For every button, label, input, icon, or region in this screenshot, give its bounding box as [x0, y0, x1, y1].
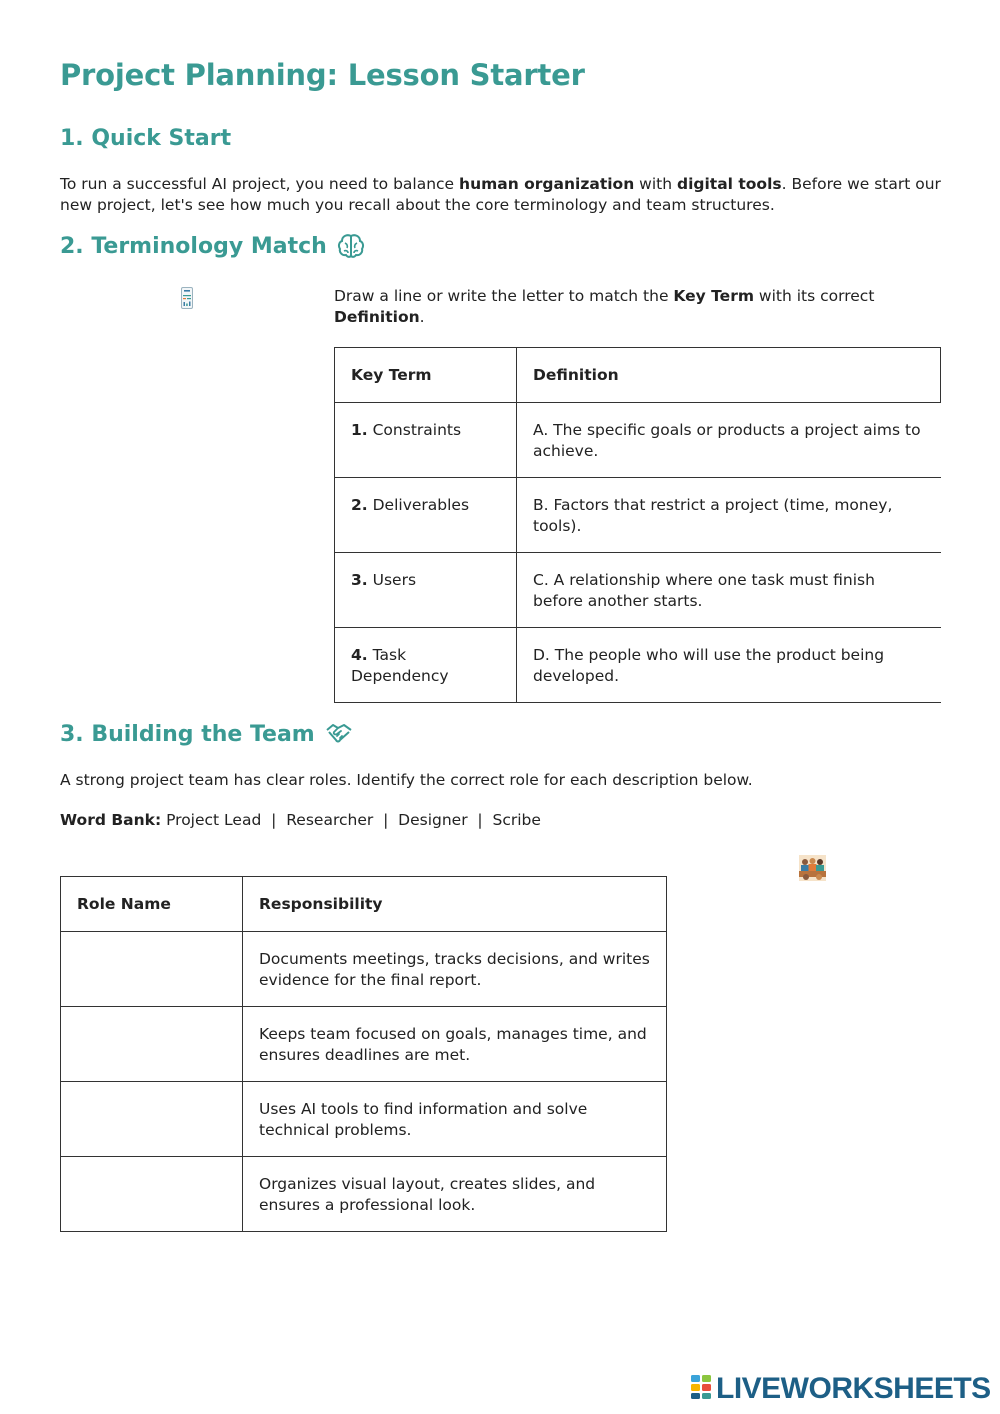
word-bank [60, 810, 541, 831]
section-heading-building-team [60, 721, 353, 747]
intro-bold-text: digital tools [676, 175, 782, 193]
section-heading-text: 3. Building the Team [60, 721, 315, 747]
intro-paragraph [60, 174, 950, 215]
terminology-table [334, 347, 941, 703]
instruction-bold-text: Key Term [673, 287, 754, 305]
key-term-cell [335, 478, 517, 553]
word-bank-label: Word Bank: [60, 811, 162, 829]
role-name-answer-cell[interactable] [61, 1007, 243, 1082]
term-number: 3. [351, 571, 368, 589]
instruction-bold-text: Definition [334, 307, 420, 326]
column-header-key-term: Key Term [335, 348, 517, 403]
term-text: Constraints [367, 421, 462, 439]
intro-text: with [634, 175, 677, 193]
section-heading-quick-start [60, 126, 231, 151]
responsibility-cell: Keeps team focused on goals, manages time, and ensures deadlines are met. [243, 1007, 667, 1082]
team-meeting-image [799, 855, 826, 885]
liveworksheets-logo-icon [690, 1374, 712, 1404]
intro-bold-text: human organization [459, 175, 635, 193]
responsibility-cell: Uses AI tools to find information and solve technical problems. [243, 1082, 667, 1157]
table-row [335, 553, 941, 628]
term-number: 2. [351, 496, 368, 514]
intro-text: To run a successful AI project, you need to balance [60, 175, 460, 193]
key-term-cell [335, 628, 517, 703]
page-title: Project Planning: Lesson Starter [60, 58, 585, 92]
table-header-row [61, 877, 667, 932]
intro-text: . Before we start our new project, let's see how much you recall about the core terminology and team structures. [60, 175, 941, 214]
role-name-answer-cell[interactable] [61, 932, 243, 1007]
term-text: Deliverables [367, 496, 470, 514]
term-text: Task Dependency [351, 646, 449, 685]
table-row [61, 1007, 667, 1082]
instruction-text: with its correct [754, 287, 875, 305]
table-row [335, 628, 941, 703]
liveworksheets-logo-text: LIVEWORKSHEETS [716, 1372, 991, 1405]
word-bank-items: Project Lead | Researcher | Designer | Scribe [166, 811, 541, 829]
roles-table [60, 876, 667, 1232]
team-intro-paragraph: A strong project team has clear roles. Identify the correct role for each description below. [60, 771, 753, 789]
liveworksheets-logo [690, 1372, 991, 1406]
table-row [335, 478, 941, 553]
matching-instructions [334, 286, 894, 327]
role-name-answer-cell[interactable] [61, 1157, 243, 1232]
table-row [61, 1157, 667, 1232]
table-row [61, 932, 667, 1007]
table-row [335, 403, 941, 478]
definition-cell: B. Factors that restrict a project (time, money, tools). [517, 478, 941, 553]
responsibility-cell: Organizes visual layout, creates slides, and ensures a professional look. [243, 1157, 667, 1232]
definition-cell: C. A relationship where one task must finish before another starts. [517, 553, 941, 628]
section-heading-terminology-match [60, 233, 365, 259]
term-number: 4. [351, 646, 368, 664]
definition-cell: D. The people who will use the product being developed. [517, 628, 941, 703]
brain-icon [337, 233, 365, 259]
clipboard-chart-icon [181, 287, 193, 313]
responsibility-cell: Documents meetings, tracks decisions, and writes evidence for the final report. [243, 932, 667, 1007]
role-name-answer-cell[interactable] [61, 1082, 243, 1157]
instruction-text: Draw a line or write the letter to match the [334, 287, 674, 305]
column-header-definition: Definition [517, 348, 941, 403]
instruction-text: . [419, 307, 425, 326]
key-term-cell [335, 553, 517, 628]
definition-cell: A. The specific goals or products a project aims to achieve. [517, 403, 941, 478]
table-row [61, 1082, 667, 1157]
term-number: 1. [351, 421, 368, 439]
column-header-responsibility: Responsibility [243, 877, 667, 932]
section-heading-text: 2. Terminology Match [60, 233, 327, 259]
handshake-icon [325, 721, 353, 747]
column-header-role-name: Role Name [61, 877, 243, 932]
section-heading-text: 1. Quick Start [60, 126, 232, 151]
table-header-row [335, 348, 941, 403]
term-text: Users [367, 571, 417, 589]
key-term-cell [335, 403, 517, 478]
